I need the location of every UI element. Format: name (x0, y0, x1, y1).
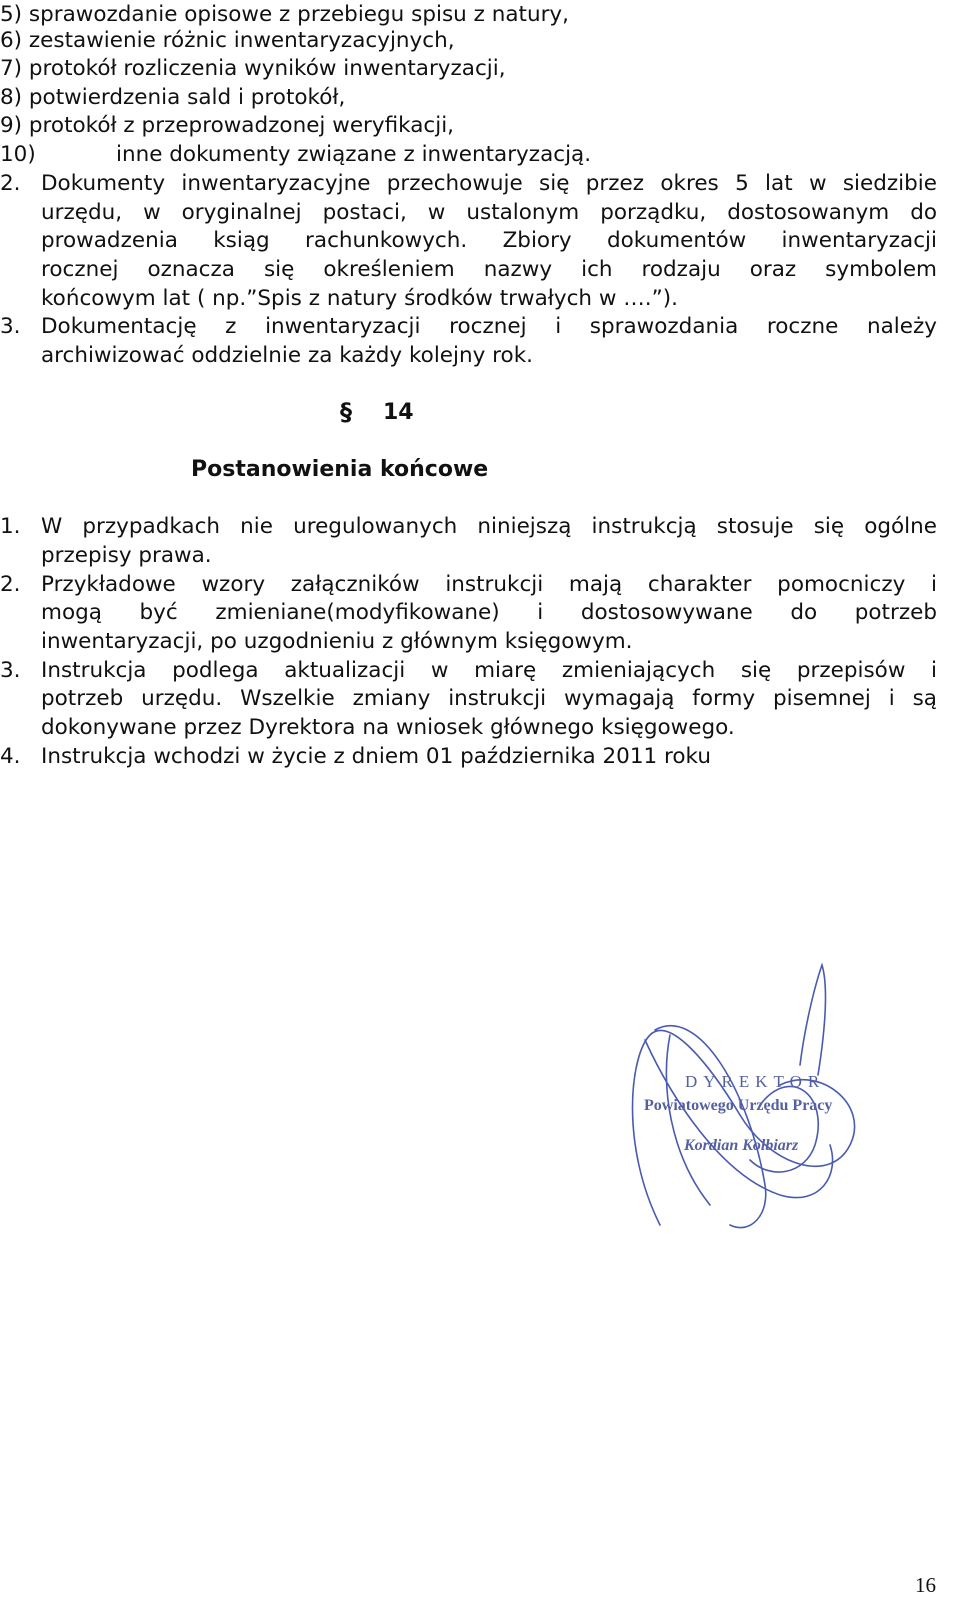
paragraph-number: 3. (0, 658, 21, 683)
list-item: 9) protokół z przeprowadzonej weryfikacji, (0, 113, 454, 138)
stamp-title: DYREKTOR (685, 1072, 826, 1091)
paragraph-line: prowadzenia ksiąg rachunkowych. Zbiory dokumentów inwentaryzacji (41, 228, 937, 253)
paragraph-number: 4. (0, 744, 21, 769)
paragraph-number: 2. (0, 171, 21, 196)
signature-stamp (600, 945, 900, 1245)
paragraph-line: Dokumenty inwentaryzacyjne przechowuje się przez okres 5 lat w siedzibie (41, 171, 937, 196)
paragraph-line: inwentaryzacji, po uzgodnieniu z głównym księgowym. (41, 629, 633, 654)
paragraph-line: Dokumentację z inwentaryzacji rocznej i sprawozdania roczne należy (41, 314, 937, 339)
paragraph-line: końcowym lat ( np.”Spis z natury środków trwałych w ….”). (41, 286, 678, 311)
section-symbol: § (340, 398, 352, 426)
paragraph-line: urzędu, w oryginalnej postaci, w ustalonym porządku, dostosowanym do (41, 200, 937, 225)
list-item: 5) sprawozdanie opisowe z przebiegu spisu z natury, (0, 2, 569, 27)
paragraph-line: dokonywane przez Dyrektora na wniosek głównego księgowego. (41, 715, 735, 740)
paragraph-line: przepisy prawa. (41, 543, 212, 568)
paragraph-line: potrzeb urzędu. Wszelkie zmiany instrukcji wymagają formy pisemnej i są (41, 686, 937, 711)
paragraph-line: W przypadkach nie uregulowanych niniejszą instrukcją stosuje się ogólne (41, 514, 937, 539)
list-item-number: 10) (0, 142, 36, 167)
stamp-name: Kordian Kolbiarz (684, 1137, 799, 1154)
page-number: 16 (915, 1573, 936, 1597)
paragraph-number: 3. (0, 314, 21, 339)
paragraph-line: Instrukcja podlega aktualizacji w miarę zmieniających się przepisów i (41, 658, 937, 683)
paragraph-number: 1. (0, 514, 21, 539)
list-item: 6) zestawienie różnic inwentaryzacyjnych, (0, 28, 455, 53)
section-number: 14 (383, 400, 414, 425)
paragraph-line: Instrukcja wchodzi w życie z dniem 01 października 2011 roku (41, 744, 711, 769)
stamp-office: Powiatowego Urzędu Pracy (644, 1097, 833, 1114)
paragraph-line: rocznej oznacza się określeniem nazwy ich rodzaju oraz symbolem (41, 257, 937, 282)
list-item: inne dokumenty związane z inwentaryzacją. (116, 142, 592, 167)
paragraph-line: archiwizować oddzielnie za każdy kolejny rok. (41, 343, 533, 368)
list-item: 7) protokół rozliczenia wyników inwentaryzacji, (0, 56, 506, 81)
section-title: Postanowienia końcowe (191, 457, 489, 482)
paragraph-line: mogą być zmieniane(modyfikowane) i dostosowywane do potrzeb (41, 600, 937, 625)
list-item: 8) potwierdzenia sald i protokół, (0, 85, 346, 110)
paragraph-number: 2. (0, 572, 21, 597)
paragraph-line: Przykładowe wzory załączników instrukcji mają charakter pomocniczy i (41, 572, 937, 597)
